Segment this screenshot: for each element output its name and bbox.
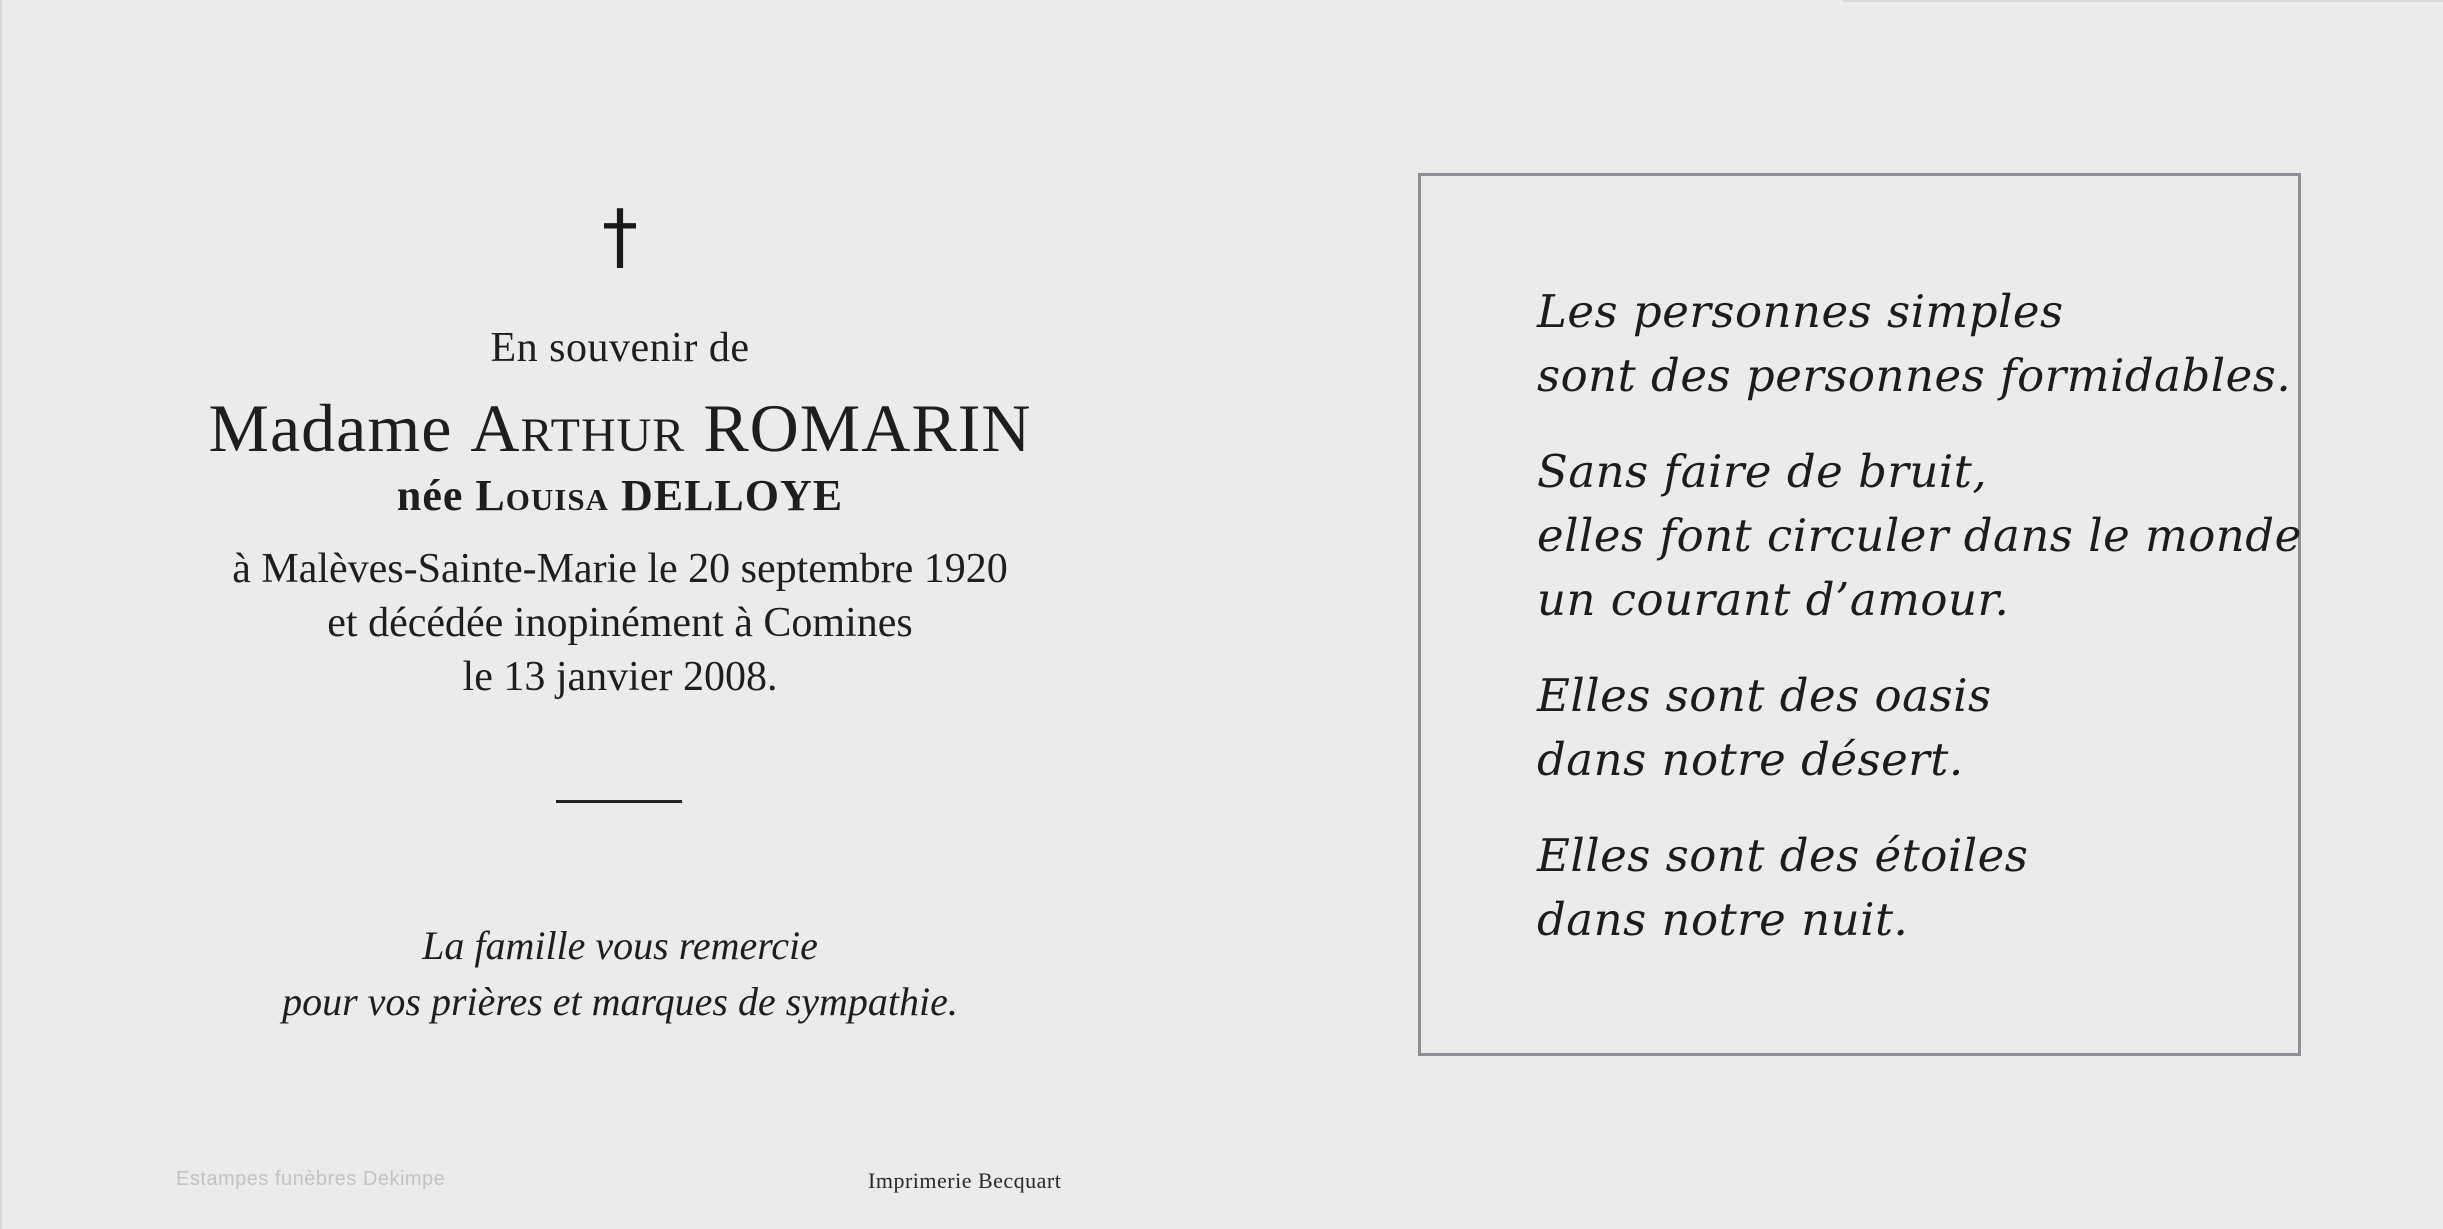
deceased-name xyxy=(120,384,1120,472)
poem-line: dans notre nuit. xyxy=(1537,893,1909,946)
bio-line-birth: à Malèves-Sainte-Marie le 20 septembre 1920 xyxy=(232,546,1008,592)
intro-text: En souvenir de xyxy=(490,325,750,371)
publisher-faint: Estampes funèbres Dekimpe xyxy=(176,1168,446,1190)
thanks-line-1: La famille vous remercie xyxy=(422,923,818,968)
poem-line: un courant d’amour. xyxy=(1537,573,2010,626)
poem-line: sont des personnes formidables. xyxy=(1537,349,2292,402)
name-last: ROMARIN xyxy=(703,390,1032,466)
card-top-edge xyxy=(1843,0,2443,2)
poem-line: dans notre désert. xyxy=(1537,733,1964,786)
maiden-first: Louisa xyxy=(475,471,609,520)
poem-frame xyxy=(1418,173,2301,1056)
cross-icon: † xyxy=(602,194,638,278)
biography xyxy=(120,542,1120,704)
name-first: Arthur xyxy=(470,390,686,466)
maiden-name xyxy=(120,466,1120,526)
poem xyxy=(1537,280,2302,984)
poem-line: Les personnes simples xyxy=(1537,285,2064,338)
poem-stanza xyxy=(1537,824,2277,952)
poem-stanza xyxy=(1537,664,2277,792)
separator-line xyxy=(556,800,682,803)
poem-stanza xyxy=(1537,280,2292,408)
bio-line-date: le 13 janvier 2008. xyxy=(462,654,778,700)
family-thanks xyxy=(120,918,1120,1030)
thanks-line-2: pour vos prières et marques de sympathie. xyxy=(282,979,958,1024)
poem-stanza xyxy=(1537,440,2302,632)
maiden-prefix: née xyxy=(396,471,464,520)
maiden-last: DELLOYE xyxy=(620,471,844,520)
printer-credit: Imprimerie Becquart xyxy=(868,1168,1062,1193)
poem-line: Sans faire de bruit, xyxy=(1537,445,1988,498)
bio-line-death: et décédée inopinément à Comines xyxy=(327,600,913,646)
poem-line: elles font circuler dans le monde xyxy=(1537,509,2302,562)
poem-line: Elles sont des oasis xyxy=(1537,669,1992,722)
poem-line: Elles sont des étoiles xyxy=(1537,829,2029,882)
name-title: Madame xyxy=(208,390,453,466)
